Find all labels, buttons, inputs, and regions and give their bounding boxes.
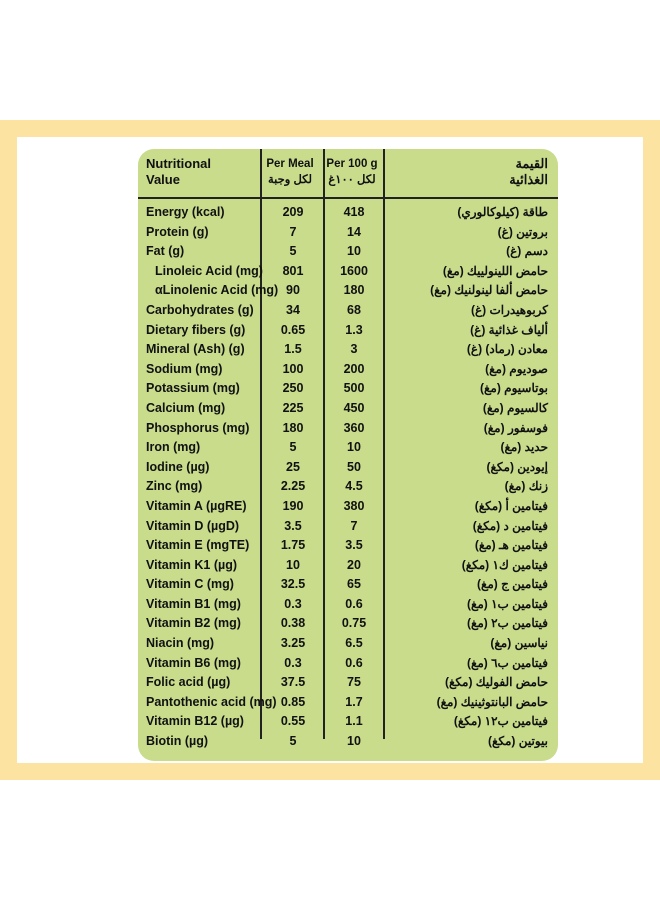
table-row <box>138 241 558 261</box>
nutrient-name: Vitamin B12 (µg) <box>146 714 244 729</box>
table-row <box>138 222 558 242</box>
table-row <box>138 476 558 496</box>
nutrition-table <box>138 149 558 761</box>
nutrient-name-arabic: كربوهيدرات (غ) <box>470 302 548 317</box>
header-line: الغذائية <box>509 172 548 187</box>
nutrient-name: Phosphorus (mg) <box>146 420 250 435</box>
per-meal-value: 0.38 <box>280 616 306 631</box>
nutrient-name: Vitamin B1 (mg) <box>146 596 241 611</box>
nutrient-name-arabic: فيتامين د (مكغ) <box>472 518 548 533</box>
nutrient-name-arabic: إيودين (مكغ) <box>486 459 548 474</box>
nutrient-name-arabic: فوسفور (مغ) <box>483 420 548 435</box>
nutrient-name: Iodine (µg) <box>146 459 210 474</box>
table-row <box>138 535 558 555</box>
table-row <box>138 574 558 594</box>
per-100g-value: 200 <box>343 361 365 376</box>
table-row <box>138 418 558 438</box>
per-meal-value: 5 <box>289 734 297 749</box>
nutrient-name-arabic: حامض الفوليك (مكغ) <box>445 675 548 690</box>
table-row <box>138 261 558 281</box>
nutrient-name-arabic: صوديوم (مغ) <box>485 361 548 376</box>
per-100g-value: 0.75 <box>341 616 367 631</box>
per-100g-value: 1.7 <box>345 694 363 709</box>
per-meal-value: 0.3 <box>284 596 302 611</box>
nutrient-name-arabic: دسم (غ) <box>506 244 548 259</box>
nutrient-name: Fat (g) <box>146 244 185 259</box>
per-100g-value: 450 <box>343 400 365 415</box>
per-meal-value: 100 <box>282 361 304 376</box>
table-row <box>138 555 558 575</box>
nutrient-name-arabic: فيتامين ج (مغ) <box>476 577 548 592</box>
per-meal-value: 0.65 <box>280 322 306 337</box>
per-100g-value: 500 <box>343 381 365 396</box>
per-meal-value: 180 <box>282 420 304 435</box>
table-row <box>138 202 558 222</box>
nutrient-name-arabic: زنك (مغ) <box>504 479 548 494</box>
per-100g-value: 4.5 <box>345 479 363 494</box>
table-row <box>138 516 558 536</box>
nutrient-name-arabic: بيوتين (مكغ) <box>487 734 548 749</box>
table-row <box>138 437 558 457</box>
nutrient-name: Protein (g) <box>146 224 209 239</box>
nutrient-name: Sodium (mg) <box>146 361 223 376</box>
per-100g-value: 1600 <box>340 263 368 278</box>
per-meal-value: 25 <box>286 459 300 474</box>
per-100g-value: 3 <box>350 342 358 357</box>
nutrient-name-arabic: حديد (مغ) <box>500 440 548 455</box>
per-100g-value: 10 <box>347 734 361 749</box>
table-row <box>138 594 558 614</box>
per-meal-value: 209 <box>282 205 304 219</box>
nutrient-name: Carbohydrates (g) <box>146 302 254 317</box>
nutrient-name-arabic: فيتامين أ (مكغ) <box>474 498 548 513</box>
table-header <box>138 149 558 199</box>
per-meal-value: 1.5 <box>284 342 302 357</box>
per-meal-value: 37.5 <box>280 675 306 690</box>
nutrient-name-arabic: حامض ألفا لينولنيك (مغ) <box>430 283 548 298</box>
per-100g-value: 1.3 <box>345 322 363 337</box>
per-100g-value: 65 <box>347 577 361 592</box>
nutrient-name: Energy (kcal) <box>146 205 225 219</box>
per-100g-value: 0.6 <box>345 596 363 611</box>
nutrient-name: Vitamin A (µgRE) <box>146 498 247 513</box>
per-meal-value: 225 <box>282 400 304 415</box>
per-meal-value: 32.5 <box>280 577 306 592</box>
table-row <box>138 320 558 340</box>
per-meal-value: 2.25 <box>280 479 306 494</box>
per-100g-value: 75 <box>347 675 361 690</box>
nutrient-name: Vitamin C (mg) <box>146 577 234 592</box>
per-100g-value: 180 <box>343 283 365 298</box>
per-meal-value: 1.75 <box>280 538 306 553</box>
per-meal-value: 3.25 <box>280 636 306 651</box>
per-100g-value: 0.6 <box>345 655 363 670</box>
per-100g-value: 380 <box>343 498 365 513</box>
nutrient-name: Mineral (Ash) (g) <box>146 342 245 357</box>
per-meal-value: 34 <box>286 302 300 317</box>
per-meal-value: 5 <box>289 244 297 259</box>
header-line: لكل ١٠٠غ <box>328 174 376 186</box>
nutrient-name-arabic: فيتامين ب٦ (مغ) <box>466 655 548 670</box>
header-line: لكل وجبة <box>267 174 313 186</box>
per-meal-value: 3.5 <box>284 518 302 533</box>
nutrient-name-arabic: بروتين (غ) <box>497 224 548 239</box>
table-row <box>138 711 558 731</box>
nutrient-name-arabic: كالسيوم (مغ) <box>482 400 548 415</box>
nutrient-name: Pantothenic acid (mg) <box>146 694 277 709</box>
table-row <box>138 359 558 379</box>
nutrient-name-arabic: طاقة (كيلوكالوري) <box>457 205 548 219</box>
nutrient-name: Vitamin D (µgD) <box>146 518 240 533</box>
per-100g-value: 6.5 <box>345 636 363 651</box>
per-100g-value: 10 <box>347 440 361 455</box>
header-arabic-title <box>428 156 548 188</box>
nutrient-name: Vitamin E (mgTE) <box>146 538 250 553</box>
per-100g-value: 7 <box>350 518 358 533</box>
per-meal-value: 90 <box>286 283 300 298</box>
per-100g-value: 3.5 <box>345 538 363 553</box>
table-row <box>138 692 558 712</box>
nutrient-name-arabic: فيتامين ب٢ (مغ) <box>466 616 548 631</box>
per-100g-value: 14 <box>347 224 361 239</box>
nutrient-name: Vitamin K1 (µg) <box>146 557 238 572</box>
nutrient-name-arabic: فيتامين ك١ (مكغ) <box>461 557 548 572</box>
table-row <box>138 653 558 673</box>
header-per-meal <box>260 156 320 188</box>
table-row <box>138 398 558 418</box>
nutrient-name: Biotin (µg) <box>146 734 209 749</box>
per-meal-value: 0.55 <box>280 714 306 729</box>
per-meal-value: 7 <box>289 224 297 239</box>
nutrient-name: Calcium (mg) <box>146 400 226 415</box>
table-row <box>138 731 558 751</box>
header-line: Per Meal <box>266 158 314 170</box>
per-meal-value: 10 <box>286 557 300 572</box>
nutrient-name: Vitamin B6 (mg) <box>146 655 241 670</box>
nutrient-name: Vitamin B2 (mg) <box>146 616 241 631</box>
per-meal-value: 0.85 <box>280 694 306 709</box>
table-row <box>138 613 558 633</box>
per-100g-value: 50 <box>347 459 361 474</box>
per-meal-value: 0.3 <box>284 655 302 670</box>
header-line: القيمة <box>515 156 548 171</box>
per-100g-value: 68 <box>347 302 361 317</box>
table-row <box>138 496 558 516</box>
nutrient-name-arabic: معادن (رماد) (غ) <box>466 342 548 357</box>
per-meal-value: 250 <box>282 381 304 396</box>
header-nutritional-value <box>146 156 266 188</box>
nutrient-name: Linoleic Acid (mg) <box>155 263 263 278</box>
nutrient-name-arabic: فيتامين هـ (مغ) <box>474 538 548 553</box>
per-meal-value: 801 <box>282 263 304 278</box>
nutrient-name: Dietary fibers (g) <box>146 322 246 337</box>
nutrient-name-arabic: نياسين (مغ) <box>490 636 548 651</box>
nutrient-name: αLinolenic Acid (mg) <box>155 283 279 298</box>
header-line: Nutritional <box>146 156 211 171</box>
per-100g-value: 20 <box>347 557 361 572</box>
table-row <box>138 280 558 300</box>
nutrient-name-arabic: فيتامين ب١٢ (مكغ) <box>453 714 548 729</box>
nutrient-name: Niacin (mg) <box>146 636 215 651</box>
table-row <box>138 672 558 692</box>
nutrient-name-arabic: فيتامين ب١ (مغ) <box>466 596 548 611</box>
per-100g-value: 1.1 <box>345 714 363 729</box>
header-line: Value <box>146 172 180 187</box>
nutrient-name: Folic acid (µg) <box>146 675 231 690</box>
table-row <box>138 633 558 653</box>
table-row <box>138 300 558 320</box>
nutrient-name: Zinc (mg) <box>146 479 203 494</box>
nutrient-name: Iron (mg) <box>146 440 201 455</box>
table-row <box>138 339 558 359</box>
per-100g-value: 360 <box>343 420 365 435</box>
per-100g-value: 418 <box>343 205 365 219</box>
yellow-frame <box>0 120 660 780</box>
nutrient-name-arabic: بوتاسيوم (مغ) <box>480 381 548 396</box>
per-100g-value: 10 <box>347 244 361 259</box>
table-row <box>138 378 558 398</box>
label-background <box>17 137 643 763</box>
per-meal-value: 190 <box>282 498 304 513</box>
per-meal-value: 5 <box>289 440 297 455</box>
nutrient-name-arabic: حامض البانتوثينيك (مغ) <box>436 694 548 709</box>
header-line: Per 100 g <box>326 158 378 170</box>
nutrient-name: Potassium (mg) <box>146 381 240 396</box>
header-per-100g <box>323 156 381 188</box>
nutrient-name-arabic: ألياف غذائية (غ) <box>470 322 548 337</box>
table-row <box>138 457 558 477</box>
nutrient-name-arabic: حامض اللينولييك (مغ) <box>442 263 548 278</box>
table-body <box>138 202 558 751</box>
